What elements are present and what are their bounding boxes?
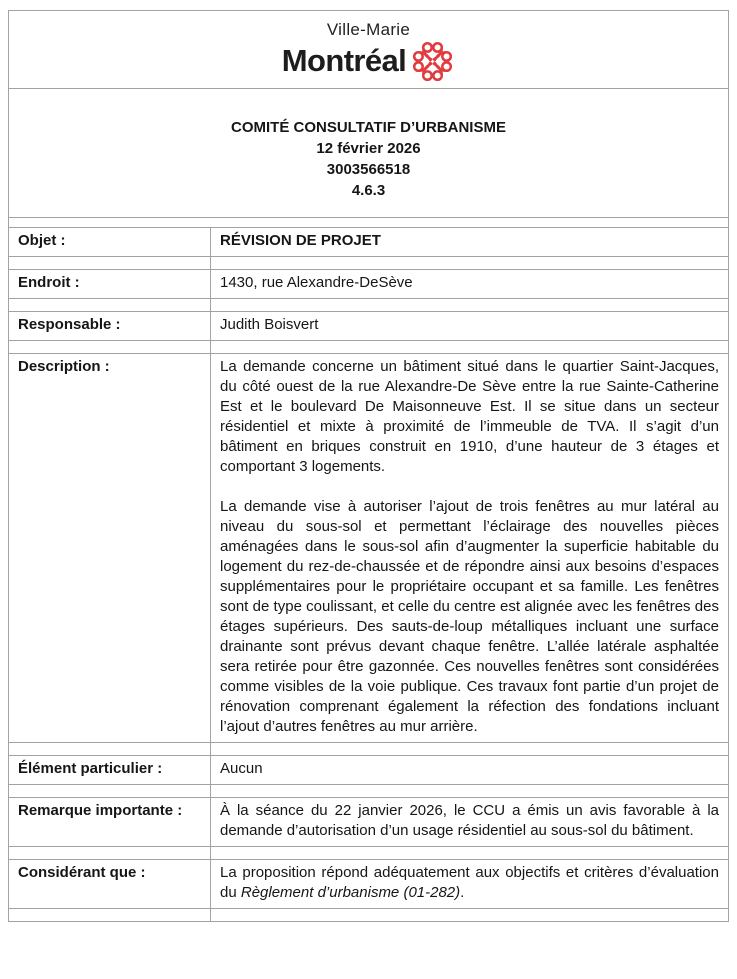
city-wordmark: Montréal: [281, 43, 407, 78]
spacer-cell: [211, 257, 729, 270]
spacer-row: [9, 785, 729, 798]
row-objet-label: Objet :: [9, 228, 211, 257]
spacer-row: [9, 743, 729, 756]
row-endroit-label: Endroit :: [9, 270, 211, 299]
spacer-cell: [9, 743, 211, 756]
row-endroit-value: 1430, rue Alexandre-DeSève: [211, 270, 729, 299]
header-cell: [9, 89, 729, 218]
spacer-cell: [9, 785, 211, 798]
logo-cell: [9, 11, 729, 89]
row-objet-value: RÉVISION DE PROJET: [211, 228, 729, 257]
city-wordmark-row: [282, 39, 455, 76]
dossier-number: 3003566518: [326, 161, 411, 178]
row-element-particulier-value: Aucun: [211, 756, 729, 785]
row-responsable-value: Judith Boisvert: [211, 312, 729, 341]
spacer-cell: [211, 847, 729, 860]
considerant-text-end: .: [460, 884, 465, 901]
row-remarque-importante: [9, 798, 729, 847]
row-description: [9, 354, 729, 743]
spacer-cell: [211, 785, 729, 798]
row-element-particulier-label: Élément particulier :: [9, 756, 211, 785]
spacer-row: [9, 257, 729, 270]
logo-row: [9, 11, 729, 89]
description-paragraph-1: La demande concerne un bâtiment situé dans le quartier Saint-Jacques, du côté ouest de la rue Alexandre-De Sève entre la rue Sainte-Catherine Est et le boulevard De Maisonneuve Est. Il se situe dans un secteur résidentiel et mixte à proximité de l’immeuble de TVA. Il s’agit d’un bâtiment en briques construit en 1910, d’une hauteur de 3 étages et comportant 3 logements.: [220, 358, 719, 475]
row-responsable: [9, 312, 729, 341]
spacer-cell: [9, 257, 211, 270]
header-row: [9, 89, 729, 218]
spacer-row: [9, 847, 729, 860]
row-remarque-importante-value: À la séance du 22 janvier 2026, le CCU a émis un avis favorable à la demande d’autorisation d’un usage résidentiel au sous-sol du bâtiment.: [211, 798, 729, 847]
spacer-row: [9, 218, 729, 228]
row-endroit: [9, 270, 729, 299]
spacer-cell: [211, 299, 729, 312]
montreal-ville-marie-logo: [282, 20, 455, 76]
considerant-text: La proposition répond adéquatement aux objectifs et critères d’évaluation du: [220, 864, 719, 901]
row-considerant-que-value: [211, 860, 729, 909]
row-element-particulier: [9, 756, 729, 785]
spacer-row: [9, 909, 729, 922]
ccu-document-table: [8, 10, 729, 922]
spacer-cell: [211, 341, 729, 354]
spacer-cell: [211, 743, 729, 756]
spacer-row: [9, 341, 729, 354]
spacer-cell: [9, 847, 211, 860]
session-date: 12 février 2026: [316, 140, 421, 157]
row-description-value: [211, 354, 729, 743]
row-description-label: Description :: [9, 354, 211, 743]
agenda-item-number: 4.6.3: [351, 182, 386, 199]
spacer-cell: [211, 909, 729, 922]
spacer-row: [9, 299, 729, 312]
montreal-rosette-icon: [410, 39, 455, 84]
considerant-regulation-reference: Règlement d’urbanisme (01-282): [240, 884, 461, 901]
borough-name: Ville-Marie: [326, 20, 411, 39]
description-paragraph-2: La demande vise à autoriser l’ajout de trois fenêtres au mur latéral au niveau du sous-sol et permettant l’éclairage des nouvelles pièces aménagées dans le sous-sol afin d’augmenter la superficie habitable du logement du rez-de-chaussée et de répondre ainsi aux besoins d’espaces supplémentaires pour le propriétaire occupant et sa famille. Les fenêtres sont de type coulissant, et celle du centre est alignée avec les fenêtres des étages supérieurs. Des sauts-de-loup métalliques incluant une surface drainante sont prévus devant chaque fenêtre. L’allée latérale asphaltée sera retirée pour être gazonnée. Ces nouvelles fenêtres sont considérées comme visibles de la voie publique. Ces travaux font partie d’un projet de rénovation comprenant également la réfection des fondations incluant l’ajout d’autres fenêtres au mur arrière.: [220, 498, 719, 735]
spacer-cell: [9, 299, 211, 312]
row-considerant-que: [9, 860, 729, 909]
spacer-cell: [9, 341, 211, 354]
document-title: COMITÉ CONSULTATIF D’URBANISME: [231, 119, 506, 136]
row-considerant-que-label: Considérant que :: [9, 860, 211, 909]
row-responsable-label: Responsable :: [9, 312, 211, 341]
spacer-cell: [9, 218, 729, 228]
row-remarque-importante-label: Remarque importante :: [9, 798, 211, 847]
spacer-cell: [9, 909, 211, 922]
row-objet: [9, 228, 729, 257]
